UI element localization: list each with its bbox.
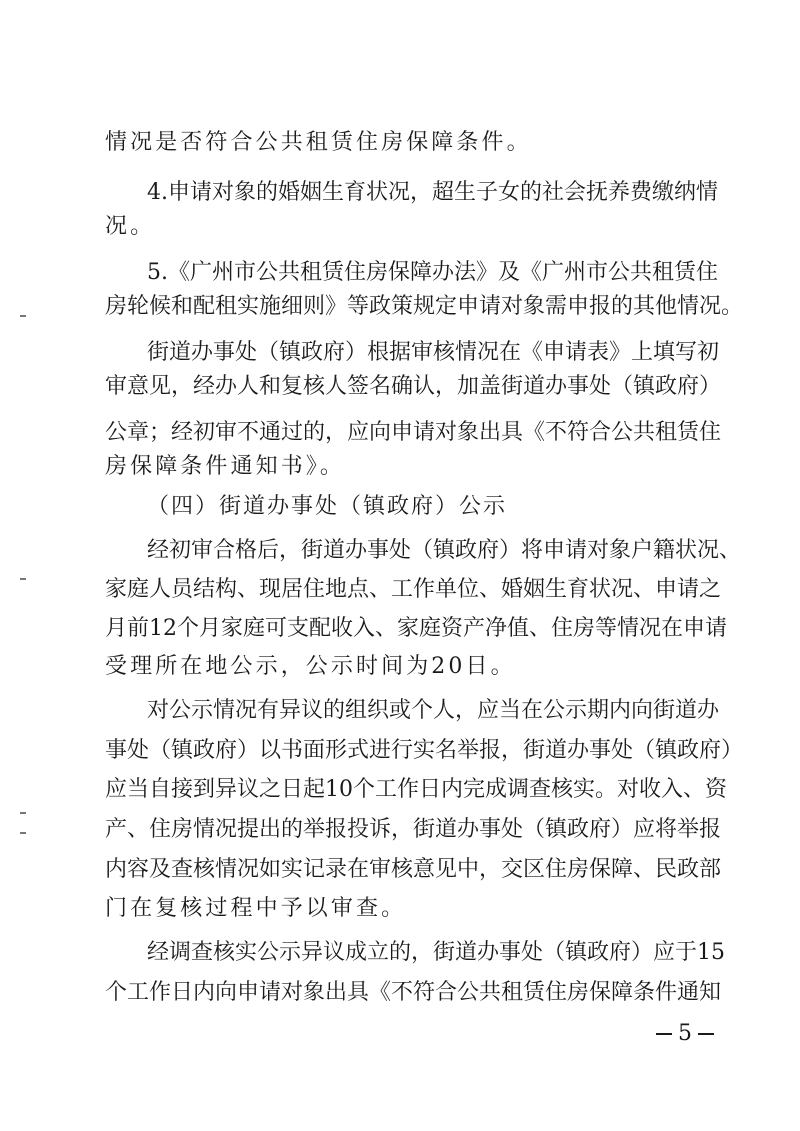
text-line: 家庭人员结构、现居住地点、工作单位、婚姻生育状况、申请之 bbox=[105, 577, 722, 602]
text-line: 5.《广州市公共租赁住房保障办法》及《广州市公共租赁住 bbox=[147, 260, 718, 285]
page-number-value: 5 bbox=[678, 1021, 692, 1046]
dash-left bbox=[656, 1033, 672, 1035]
text-line: 公章；经初审不通过的，应向申请对象出具《不符合公共租赁住 bbox=[105, 420, 722, 445]
text-line: 事处（镇政府）以书面形式进行实名举报，街道办事处（镇政府） bbox=[105, 738, 744, 763]
text-line: 4.申请对象的婚姻生育状况，超生子女的社会抚养费缴纳情 bbox=[147, 180, 718, 205]
text-line: 经调查核实公示异议成立的，街道办事处（镇政府）应于15 bbox=[147, 940, 725, 965]
text-line: 对公示情况有异议的组织或个人，应当在公示期内向街道办 bbox=[147, 698, 720, 723]
text-line: 街道办事处（镇政府）根据审核情况在《申请表》上填写初 bbox=[147, 340, 720, 365]
text-line: 内容及查核情况如实记录在审核意见中，交区住房保障、民政部 bbox=[105, 857, 722, 882]
text-line: 情况是否符合公共租赁住房保障条件。 bbox=[105, 130, 532, 155]
text-line: 房轮候和配租实施细则》等政策规定申请对象需申报的其他情况。 bbox=[105, 294, 744, 319]
text-line: 经初审合格后，街道办事处（镇政府）将申请对象户籍状况、 bbox=[147, 538, 742, 563]
text-line: 产、住房情况提出的举报投诉，街道办事处（镇政府）应将举报 bbox=[105, 817, 722, 842]
text-line: 房保障条件通知书》。 bbox=[105, 454, 346, 479]
binding-mark bbox=[20, 832, 26, 834]
text-line: 月前12个月家庭可支配收入、家庭资产净值、住房等情况在申请 bbox=[105, 616, 727, 641]
text-line: 门在复核过程中予以审查。 bbox=[105, 896, 407, 921]
page-number bbox=[650, 1019, 720, 1049]
text-line: 审意见，经办人和复核人签名确认，加盖街道办事处（镇政府） bbox=[105, 374, 722, 399]
text-line: 况。 bbox=[105, 214, 156, 239]
binding-mark bbox=[20, 812, 26, 814]
section-heading: （四）街道办事处（镇政府）公示 bbox=[147, 494, 508, 519]
dash-right bbox=[698, 1033, 714, 1035]
binding-mark bbox=[20, 578, 26, 580]
binding-mark bbox=[20, 315, 26, 317]
text-line: 应当自接到异议之日起10个工作日内完成调查核实。对收入、资 bbox=[105, 777, 727, 802]
text-line: 受理所在地公示，公示时间为20日。 bbox=[105, 654, 516, 679]
text-line: 个工作日内向申请对象出具《不符合公共租赁住房保障条件通知 bbox=[105, 980, 722, 1005]
